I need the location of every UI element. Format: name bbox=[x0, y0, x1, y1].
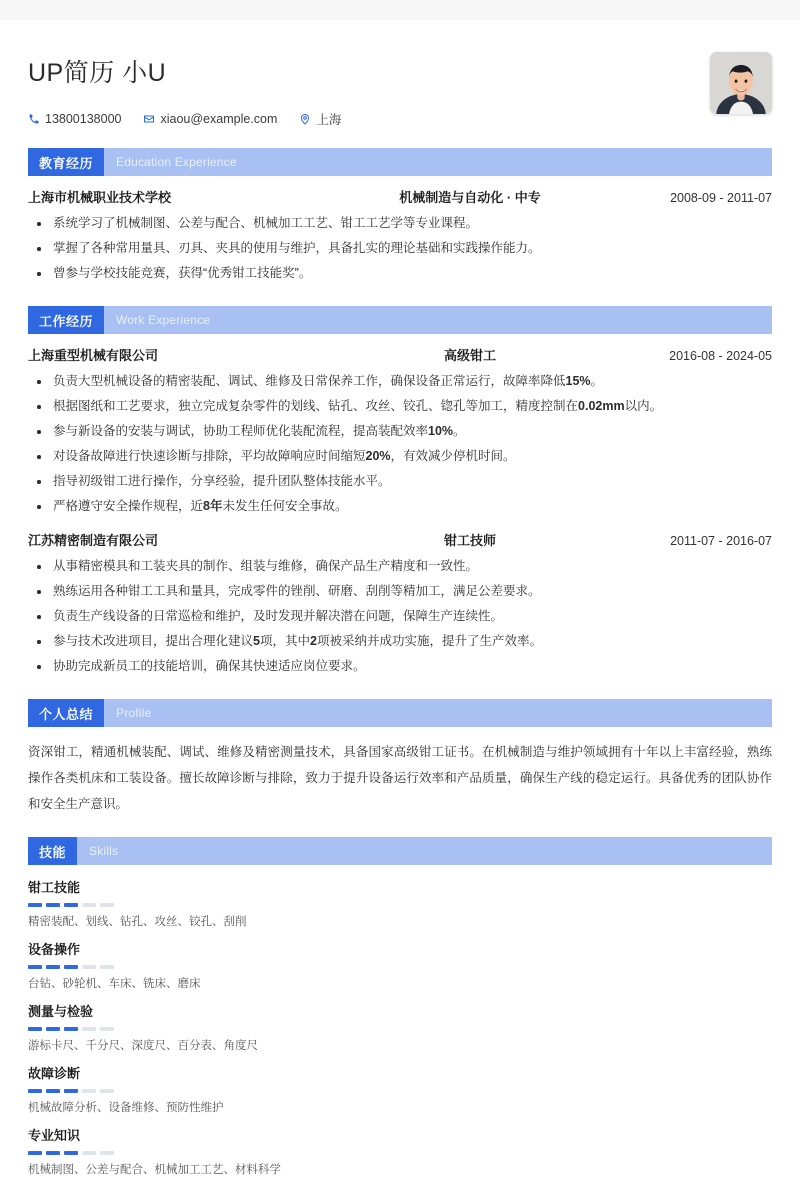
skill-level-segment bbox=[28, 965, 42, 969]
section-subtitle-education: Education Experience bbox=[116, 155, 237, 169]
work-bullets bbox=[28, 369, 772, 519]
section-title-profile: 个人总结 bbox=[28, 699, 104, 727]
section-skills bbox=[0, 837, 800, 1177]
skill-level-meter bbox=[28, 903, 772, 907]
work-date: 2016-08 - 2024-05 bbox=[669, 349, 772, 363]
skill-level-segment bbox=[64, 1151, 78, 1155]
skill-level-segment bbox=[64, 1027, 78, 1031]
mail-icon bbox=[143, 113, 155, 125]
skill-level-segment bbox=[46, 1089, 60, 1093]
skill-level-meter bbox=[28, 1089, 772, 1093]
skill-item bbox=[28, 1125, 772, 1177]
location-pin-icon bbox=[299, 113, 311, 125]
resume-header bbox=[0, 20, 800, 128]
skill-level-segment bbox=[82, 903, 96, 907]
bullet-item: 负责大型机械设备的精密装配、调试、维修及日常保养工作，确保设备正常运行，故障率降低15%。 bbox=[28, 369, 772, 394]
skill-level-segment bbox=[46, 965, 60, 969]
skill-level-meter bbox=[28, 1151, 772, 1155]
skill-level-segment bbox=[28, 1027, 42, 1031]
work-role: 钳工技师 bbox=[443, 533, 496, 548]
education-entries bbox=[0, 187, 800, 286]
contact-list bbox=[28, 110, 710, 128]
section-title-education: 教育经历 bbox=[28, 148, 104, 176]
skill-description: 机械制图、公差与配合、机械加工工艺、材料科学 bbox=[28, 1164, 281, 1176]
work-bullets bbox=[28, 554, 772, 679]
section-work bbox=[0, 306, 800, 679]
section-profile bbox=[0, 699, 800, 817]
bullet-item: 协助完成新员工的技能培训，确保其快速适应岗位要求。 bbox=[28, 654, 772, 679]
skill-name: 测量与检验 bbox=[28, 1004, 94, 1019]
bullet-item: 对设备故障进行快速诊断与排除，平均故障响应时间缩短20%，有效减少停机时间。 bbox=[28, 444, 772, 469]
contact-location bbox=[299, 110, 341, 128]
skills-list bbox=[0, 877, 800, 1177]
entry-header bbox=[28, 345, 772, 364]
page-title: UP简历 小U bbox=[28, 59, 167, 87]
bullet-item: 负责生产线设备的日常巡检和维护，及时发现并解决潜在问题，保障生产连续性。 bbox=[28, 604, 772, 629]
bullet-item: 熟练运用各种钳工工具和量具，完成零件的锉削、研磨、刮削等精加工，满足公差要求。 bbox=[28, 579, 772, 604]
skill-item bbox=[28, 1063, 772, 1115]
skill-description: 台钻、砂轮机、车床、铣床、磨床 bbox=[28, 978, 201, 990]
section-education bbox=[0, 148, 800, 286]
education-date: 2008-09 - 2011-07 bbox=[670, 191, 772, 205]
skill-description: 机械故障分析、设备维修、预防性维护 bbox=[28, 1102, 224, 1114]
work-entries bbox=[0, 345, 800, 679]
skill-level-segment bbox=[64, 965, 78, 969]
skill-level-segment bbox=[100, 1089, 114, 1093]
skill-description: 精密装配、划线、钻孔、攻丝、铰孔、刮削 bbox=[28, 916, 247, 928]
skill-level-segment bbox=[100, 903, 114, 907]
skill-level-segment bbox=[64, 903, 78, 907]
skill-level-segment bbox=[82, 965, 96, 969]
education-major: 机械制造与自动化 · 中专 bbox=[399, 190, 541, 205]
skill-level-segment bbox=[46, 1151, 60, 1155]
skill-item bbox=[28, 1001, 772, 1053]
bullet-item: 曾参与学校技能竞赛，获得“优秀钳工技能奖”。 bbox=[28, 261, 772, 286]
bullet-item: 系统学习了机械制图、公差与配合、机械加工工艺、钳工工艺学等专业课程。 bbox=[28, 211, 772, 236]
skill-level-segment bbox=[28, 1151, 42, 1155]
bullet-item: 严格遵守安全操作规程，近8年未发生任何安全事故。 bbox=[28, 494, 772, 519]
skill-description: 游标卡尺、千分尺、深度尺、百分表、角度尺 bbox=[28, 1040, 258, 1052]
skill-level-segment bbox=[28, 903, 42, 907]
skill-level-segment bbox=[82, 1027, 96, 1031]
work-role: 高级钳工 bbox=[443, 348, 496, 363]
skill-level-segment bbox=[82, 1151, 96, 1155]
section-header-education bbox=[28, 148, 772, 176]
work-company: 江苏精密制造有限公司 bbox=[28, 533, 159, 548]
profile-text: 资深钳工，精通机械装配、调试、维修及精密测量技术，具备国家高级钳工证书。在机械制造与维护领域拥有十年以上丰富经验，熟练操作各类机床和工装设备。擅长故障诊断与排除，致力于提升设备运行效率和产品质量，确保生产线的稳定运行。具备优秀的团队协作和安全生产意识。 bbox=[28, 745, 772, 811]
bullet-item: 参与新设备的安装与调试，协助工程师优化装配流程，提高装配效率10%。 bbox=[28, 419, 772, 444]
section-header-work bbox=[28, 306, 772, 334]
section-subtitle-profile: Profile bbox=[116, 706, 152, 720]
work-company: 上海重型机械有限公司 bbox=[28, 348, 159, 363]
bullet-item: 参与技术改进项目，提出合理化建议5项，其中2项被采纳并成功实施，提升了生产效率。 bbox=[28, 629, 772, 654]
section-title-work: 工作经历 bbox=[28, 306, 104, 334]
resume-page bbox=[0, 20, 800, 1177]
skill-level-meter bbox=[28, 965, 772, 969]
bullet-item: 从事精密模具和工装夹具的制作、组装与维修，确保产品生产精度和一致性。 bbox=[28, 554, 772, 579]
section-subtitle-work: Work Experience bbox=[116, 313, 211, 327]
contact-email-text: xiaou@example.com bbox=[160, 112, 278, 126]
skill-item bbox=[28, 877, 772, 929]
skill-name: 设备操作 bbox=[28, 942, 81, 957]
education-school: 上海市机械职业技术学校 bbox=[28, 190, 172, 205]
section-title-skills: 技能 bbox=[28, 837, 77, 865]
skill-name: 故障诊断 bbox=[28, 1066, 81, 1081]
skill-item bbox=[28, 939, 772, 991]
bullet-item: 根据图纸和工艺要求，独立完成复杂零件的划线、钻孔、攻丝、铰孔、锪孔等加工，精度控制在0.02mm以内。 bbox=[28, 394, 772, 419]
skill-level-segment bbox=[100, 1027, 114, 1031]
skill-level-segment bbox=[100, 965, 114, 969]
contact-location-text: 上海 bbox=[316, 113, 342, 127]
section-subtitle-skills: Skills bbox=[89, 844, 119, 858]
skill-level-segment bbox=[64, 1089, 78, 1093]
skill-level-segment bbox=[28, 1089, 42, 1093]
section-header-profile bbox=[28, 699, 772, 727]
header-left bbox=[28, 50, 710, 128]
skill-level-segment bbox=[46, 903, 60, 907]
avatar bbox=[710, 52, 772, 114]
entry-header bbox=[28, 187, 772, 206]
work-entry bbox=[28, 345, 772, 519]
skill-level-segment bbox=[82, 1089, 96, 1093]
bullet-item: 指导初级钳工进行操作，分享经验，提升团队整体技能水平。 bbox=[28, 469, 772, 494]
contact-email bbox=[143, 112, 277, 126]
contact-phone-text: 13800138000 bbox=[45, 112, 122, 126]
contact-phone bbox=[28, 112, 121, 126]
work-entry bbox=[28, 530, 772, 679]
education-entry bbox=[28, 187, 772, 286]
phone-icon bbox=[28, 113, 40, 125]
skill-name: 钳工技能 bbox=[28, 880, 81, 895]
bullet-item: 掌握了各种常用量具、刃具、夹具的使用与维护，具备扎实的理论基础和实践操作能力。 bbox=[28, 236, 772, 261]
skill-name: 专业知识 bbox=[28, 1128, 81, 1143]
section-header-skills bbox=[28, 837, 772, 865]
entry-header bbox=[28, 530, 772, 549]
skill-level-segment bbox=[100, 1151, 114, 1155]
work-date: 2011-07 - 2016-07 bbox=[670, 534, 772, 548]
education-bullets bbox=[28, 211, 772, 286]
skill-level-meter bbox=[28, 1027, 772, 1031]
skill-level-segment bbox=[46, 1027, 60, 1031]
